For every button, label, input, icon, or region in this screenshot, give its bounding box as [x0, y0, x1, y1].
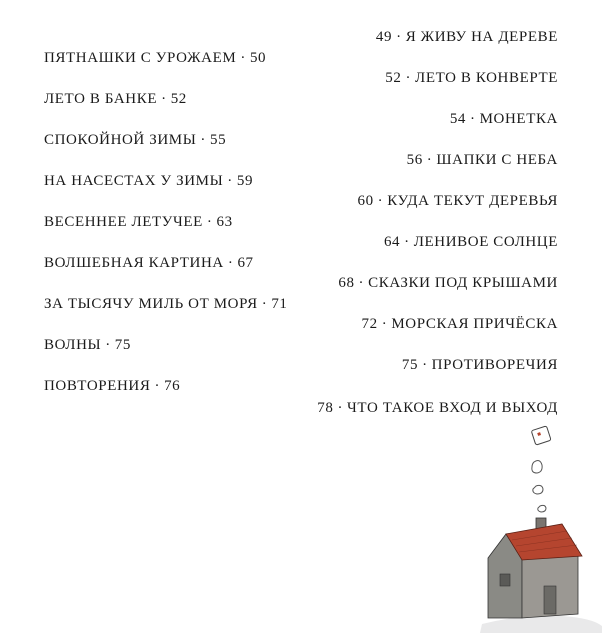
toc-entry-5[interactable] [44, 213, 233, 231]
entry-page: 75 [401, 357, 419, 373]
entry-title: МОРСКАЯ ПРИЧЁСКА [391, 316, 558, 332]
entry-separator: · [404, 234, 410, 250]
entry-title: ВОЛНЫ [44, 337, 102, 353]
entry-page: 55 [210, 132, 227, 148]
entry-title: ШАПКИ С НЕБА [436, 152, 558, 168]
entry-separator: · [396, 29, 402, 45]
toc-entry-1[interactable] [44, 49, 266, 67]
toc-entry-10[interactable] [376, 28, 558, 46]
entry-separator: · [337, 400, 344, 416]
toc-entry-13[interactable] [407, 151, 558, 169]
entry-title: Я ЖИВУ НА ДЕРЕВЕ [405, 29, 558, 45]
entry-page: 72 [361, 316, 378, 332]
entry-title: ПРОТИВОРЕЧИЯ [431, 357, 558, 373]
toc-entry-8[interactable] [44, 336, 131, 354]
smoke-puff-icon [533, 485, 543, 494]
entry-title: ЗА ТЫСЯЧУ МИЛЬ ОТ МОРЯ [44, 296, 258, 312]
entry-separator: · [154, 378, 161, 394]
entry-separator: · [161, 91, 167, 107]
toc-entry-7[interactable] [44, 295, 288, 313]
entry-page: 52 [170, 91, 187, 107]
entry-title: КУДА ТЕКУТ ДЕРЕВЬЯ [387, 193, 558, 209]
smoke-puff-icon [532, 461, 542, 473]
entry-page: 63 [216, 214, 233, 230]
entry-page: 59 [236, 173, 254, 189]
entry-separator: · [261, 296, 268, 312]
toc-entry-6[interactable] [44, 254, 254, 272]
entry-separator: · [200, 132, 206, 148]
entry-separator: · [227, 255, 234, 271]
entry-page: 54 [449, 111, 467, 127]
entry-title: СКАЗКИ ПОД КРЫШАМИ [368, 275, 558, 291]
entry-page: 71 [271, 296, 288, 312]
entry-title: СПОКОЙНОЙ ЗИМЫ [44, 132, 197, 148]
entry-separator: · [105, 337, 111, 353]
entry-separator: · [240, 50, 246, 66]
entry-separator: · [405, 70, 412, 86]
smoke-house-puff [531, 426, 551, 445]
toc-entry-9[interactable] [44, 377, 180, 395]
entry-title: ЛЕТО В БАНКЕ [44, 91, 158, 107]
entry-page: 76 [164, 378, 181, 394]
entry-separator: · [206, 214, 213, 230]
entry-title: ВЕСЕННЕЕ ЛЕТУЧЕЕ [44, 214, 203, 230]
toc-entry-11[interactable] [385, 69, 558, 87]
toc-entry-19[interactable] [317, 399, 558, 417]
entry-separator: · [422, 357, 428, 373]
entry-title: НА НАСЕСТАХ У ЗИМЫ [44, 173, 224, 189]
toc-entry-18[interactable] [402, 356, 558, 374]
entry-page: 52 [385, 70, 402, 86]
entry-separator: · [377, 193, 384, 209]
entry-page: 64 [383, 234, 401, 250]
toc-entry-14[interactable] [357, 192, 558, 210]
entry-title: ЛЕТО В КОНВЕРТЕ [415, 70, 558, 86]
entry-page: 68 [338, 275, 355, 291]
toc-entry-17[interactable] [362, 315, 558, 333]
toc-entry-4[interactable] [44, 172, 253, 190]
entry-page: 49 [375, 29, 393, 45]
entry-page: 78 [317, 400, 334, 416]
entry-separator: · [358, 275, 365, 291]
entry-separator: · [426, 152, 433, 168]
toc-entry-16[interactable] [338, 274, 558, 292]
entry-title: ЛЕНИВОЕ СОЛНЦЕ [413, 234, 558, 250]
entry-title: ПЯТНАШКИ С УРОЖАЕМ [44, 50, 237, 66]
entry-page: 56 [406, 152, 423, 168]
entry-page: 67 [237, 255, 254, 271]
entry-separator: · [470, 111, 476, 127]
entry-title: ЧТО ТАКОЕ ВХОД И ВЫХОД [347, 400, 558, 416]
house-with-smoke-icon [470, 418, 608, 633]
house-door [544, 586, 556, 614]
toc-entry-2[interactable] [44, 90, 187, 108]
toc-entry-3[interactable] [44, 131, 226, 149]
entry-page: 75 [114, 337, 131, 353]
entry-page: 60 [357, 193, 374, 209]
toc-entry-12[interactable] [450, 110, 558, 128]
entry-separator: · [227, 173, 233, 189]
entry-page: 50 [249, 50, 267, 66]
entry-separator: · [381, 316, 388, 332]
house-window [500, 574, 510, 586]
entry-title: ПОВТОРЕНИЯ [44, 378, 151, 394]
entry-title: МОНЕТКА [479, 111, 558, 127]
toc-entry-15[interactable] [384, 233, 558, 251]
smoke-puff-icon [538, 505, 546, 512]
entry-title: ВОЛШЕБНАЯ КАРТИНА [44, 255, 224, 271]
